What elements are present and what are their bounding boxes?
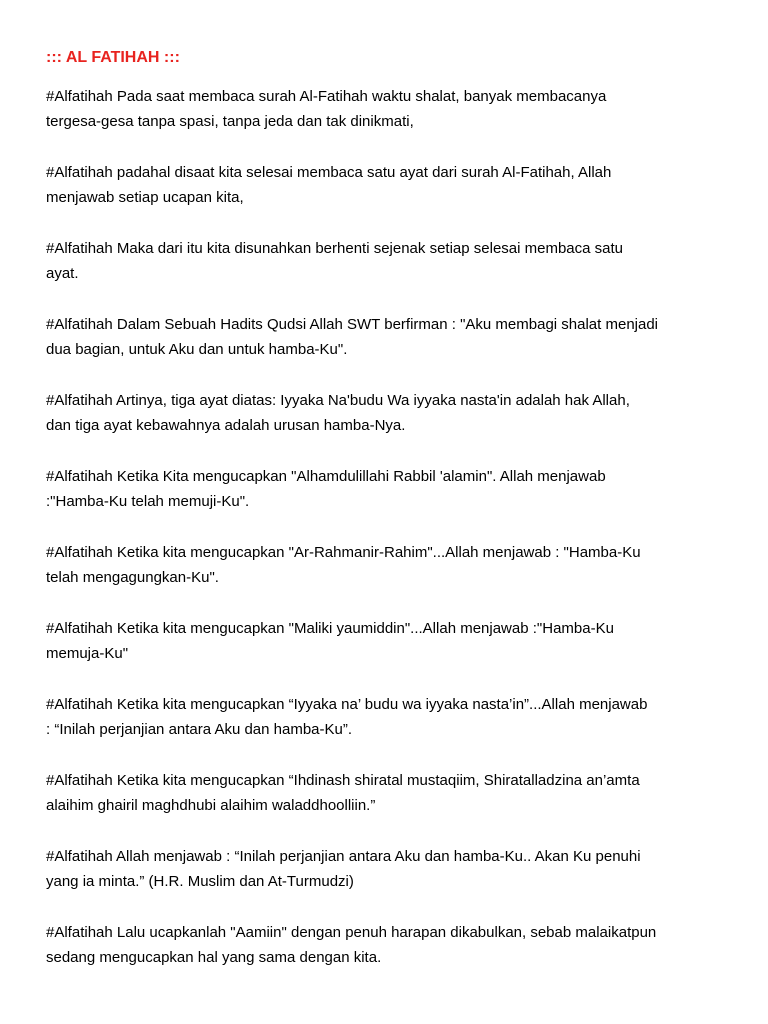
paragraph-line: :"Hamba-Ku telah memuji-Ku". (46, 493, 250, 510)
paragraph-line: telah mengagungkan-Ku". (46, 569, 219, 586)
paragraph-line: dan tiga ayat kebawahnya adalah urusan hamba-Nya. (46, 417, 406, 434)
paragraph-line: #Alfatihah Lalu ucapkanlah "Aamiin" dengan penuh harapan dikabulkan, sebab malaikatpun (46, 924, 657, 941)
paragraph (46, 84, 728, 134)
paragraph (46, 692, 728, 742)
paragraph-line: #Alfatihah padahal disaat kita selesai membaca satu ayat dari surah Al-Fatihah, Allah (46, 164, 612, 181)
paragraph-line: dua bagian, untuk Aku dan untuk hamba-Ku". (46, 341, 348, 358)
paragraph-line: memuja-Ku" (46, 645, 129, 662)
paragraph (46, 464, 728, 514)
paragraph-line: #Alfatihah Ketika kita mengucapkan “Ihdinash shiratal mustaqiim, Shiratalladzina an’amta (46, 772, 640, 789)
paragraph-line: #Alfatihah Allah menjawab : “Inilah perjanjian antara Aku dan hamba-Ku.. Akan Ku penuhi (46, 848, 641, 865)
paragraph-line: alaihim ghairil maghdhubi alaihim waladdhoolliin.” (46, 797, 376, 814)
paragraph (46, 920, 728, 970)
paragraph (46, 388, 728, 438)
paragraph-line: ayat. (46, 265, 79, 282)
paragraph-line: yang ia minta.” (H.R. Muslim dan At-Turmudzi) (46, 873, 354, 890)
paragraph (46, 312, 728, 362)
paragraph-line: tergesa-gesa tanpa spasi, tanpa jeda dan tak dinikmati, (46, 113, 414, 130)
paragraph-line: #Alfatihah Maka dari itu kita disunahkan berhenti sejenak setiap selesai membaca satu (46, 240, 624, 257)
document-title: ::: AL FATIHAH ::: (46, 49, 180, 66)
paragraph (46, 616, 728, 666)
paragraph-line: #Alfatihah Ketika kita mengucapkan "Maliki yaumiddin"...Allah menjawab :"Hamba-Ku (46, 620, 614, 637)
paragraph-line: #Alfatihah Artinya, tiga ayat diatas: Iyyaka Na'budu Wa iyyaka nasta'in adalah hak Allah, (46, 392, 630, 409)
paragraph-line: #Alfatihah Ketika kita mengucapkan “Iyyaka na’ budu wa iyyaka nasta’in”...Allah menjawab (46, 696, 648, 713)
paragraph (46, 236, 728, 286)
paragraph-line: : “Inilah perjanjian antara Aku dan hamba-Ku”. (46, 721, 353, 738)
paragraph-line: #Alfatihah Ketika Kita mengucapkan "Alhamdulillahi Rabbil 'alamin". Allah menjawab (46, 468, 606, 485)
paragraph-line: #Alfatihah Pada saat membaca surah Al-Fatihah waktu shalat, banyak membacanya (46, 88, 607, 105)
paragraph-line: #Alfatihah Ketika kita mengucapkan "Ar-Rahmanir-Rahim"...Allah menjawab : "Hamba-Ku (46, 544, 641, 561)
paragraph (46, 768, 728, 818)
paragraph (46, 844, 728, 894)
paragraph-line: sedang mengucapkan hal yang sama dengan kita. (46, 949, 382, 966)
paragraph (46, 160, 728, 210)
paragraph (46, 540, 728, 590)
paragraph-line: #Alfatihah Dalam Sebuah Hadits Qudsi Allah SWT berfirman : "Aku membagi shalat menjadi (46, 316, 659, 333)
paragraph-line: menjawab setiap ucapan kita, (46, 189, 244, 206)
